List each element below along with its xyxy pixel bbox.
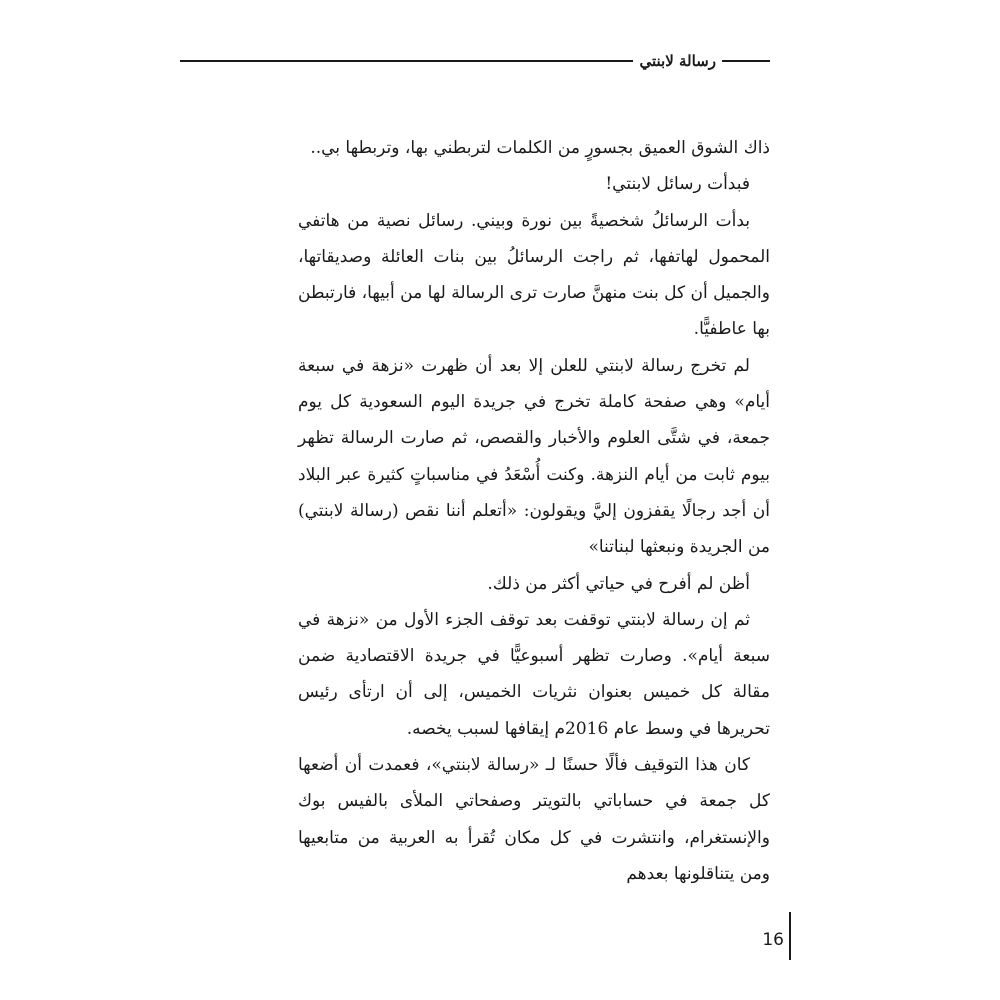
paragraph: لم تخرج رسالة لابنتي للعلن إلا بعد أن ظهرت «نزهة في سبعة أيام» وهي صفحة كاملة تخرج في جريدة اليوم السعودية كل يوم جمعة، في شتَّى العلوم والأخبار والقصص، ثم صارت الرسالة تظهر بيوم ثابت من أيام النزهة. وكنت أُسْعَدُ في مناسباتٍ كثيرة عبر البلاد أن أجد رجالًا يقفزون إليَّ ويقولون: «أتعلم أننا نقص (رسالة لابنتي) من الجريدة ونبعثها لبناتنا» <box>298 355 770 558</box>
paragraph: ثم إن رسالة لابنتي توقفت بعد توقف الجزء الأول من «نزهة في سبعة أيام». وصارت تظهر أسبوعيًّا في جريدة الاقتصادية ضمن مقالة كل خميس بعنوان نثريات الخميس، إلى أن ارتأى رئيس تحريرها في وسط عام 2016م إيقافها لسبب يخصه. <box>298 609 770 739</box>
header-rule-short <box>722 60 770 62</box>
paragraph: كان هذا التوقيف فألًا حسنًا لـ «رسالة لابنتي»، فعمدت أن أضعها كل جمعة في حساباتي بالتويتر وصفحاتي الملأى بالفيس بوك والإنستغرام، وانتشرت في كل مكان تُقرأ به العربية من متابعيها ومن يتناقلونها بعدهم <box>298 755 770 884</box>
page-number: 16 <box>762 930 784 950</box>
page-number-rule <box>789 912 791 960</box>
paragraph: أظن لم أفرح في حياتي أكثر من ذلك. <box>487 573 750 594</box>
paragraph: فبدأت رسائل لابنتي! <box>605 174 750 195</box>
body-text <box>298 130 770 892</box>
paragraph: ذاك الشوق العميق بجسورٍ من الكلمات لتربطني بها، وتربطها بي.. <box>310 138 770 158</box>
header-rule-long <box>180 60 633 62</box>
paragraph: بدأت الرسائلُ شخصيةً بين نورة وبيني. رسائل نصية من هاتفي المحمول لهاتفها، ثم راجت الرسائلُ بين بنات العائلة وصديقاتها، والجميل أن كل بنت منهنَّ صارت ترى الرسالة لها من أبيها، فارتبطن بها عاطفيًّا. <box>298 210 770 340</box>
running-header <box>180 48 770 74</box>
header-title: رسالة لابنتي <box>639 51 716 70</box>
